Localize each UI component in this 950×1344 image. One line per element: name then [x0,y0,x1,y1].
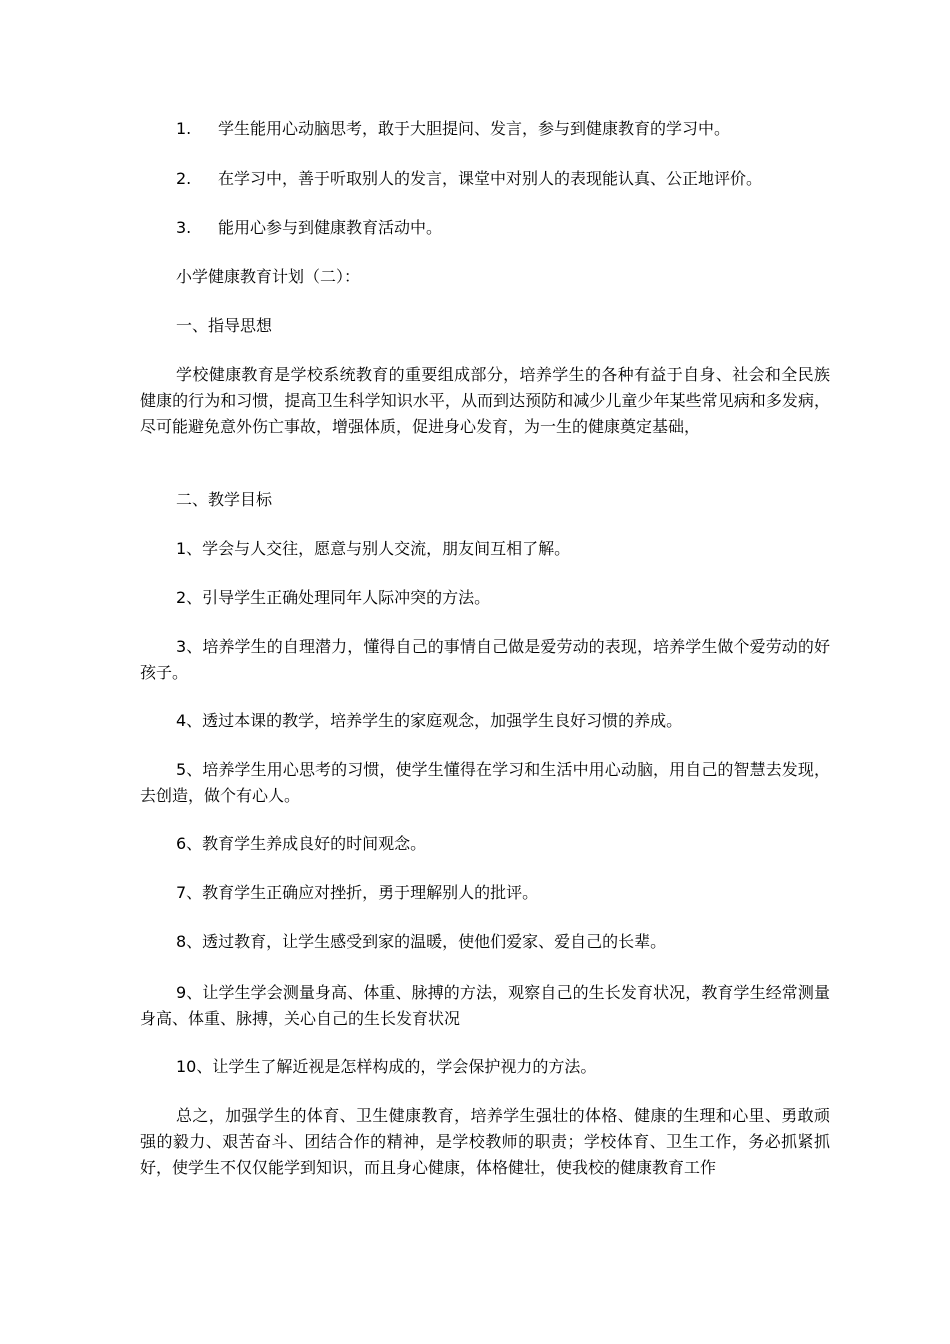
plan-title: 小学健康教育计划（二）： [176,267,361,286]
goal-item-8: 8、透过教育，让学生感受到家的温暖，使他们爱家、爱自己的长辈。 [176,932,667,951]
item-number: 1. [176,119,192,138]
goal-item-6: 6、教育学生养成良好的时间观念。 [176,834,427,853]
goal-item-10: 10、让学生了解近视是怎样构成的，学会保护视力的方法。 [176,1057,597,1076]
section-body-guiding-thought: 学校健康教育是学校系统教育的重要组成部分，培养学生的各种有益于自身、社会和全民族健康的行为和习惯，提高卫生科学知识水平，从而到达预防和减少儿童少年某些常见病和多发病，尽可能避免意外伤亡事故，增强体质，促进身心发育，为一生的健康奠定基础， [140,365,830,436]
numbered-item-3 [176,215,442,241]
goal-item-7: 7、教育学生正确应对挫折，勇于理解别人的批评。 [176,883,539,902]
goal-item-4: 4、透过本课的教学，培养学生的家庭观念，加强学生良好习惯的养成。 [176,711,683,730]
section-heading-guiding-thought: 一、指导思想 [176,316,273,335]
item-text: 能用心参与到健康教育活动中。 [218,218,443,237]
goal-item-1: 1、学会与人交往，愿意与别人交流，朋友间互相了解。 [176,539,571,558]
item-number: 3. [176,218,192,237]
item-text: 学生能用心动脑思考，敢于大胆提问、发言，参与到健康教育的学习中。 [218,119,731,138]
item-number: 2. [176,169,192,188]
numbered-item-1 [176,116,730,142]
goal-item-2: 2、引导学生正确处理同年人际冲突的方法。 [176,588,491,607]
goal-item-5: 5、培养学生用心思考的习惯，使学生懂得在学习和生活中用心动脑，用自己的智慧去发现，去创造，做个有心人。 [140,760,830,805]
conclusion-paragraph: 总之，加强学生的体育、卫生健康教育，培养学生强壮的体格、健康的生理和心里、勇敢顽强的毅力、艰苦奋斗、团结合作的精神，是学校教师的职责；学校体育、卫生工作，务必抓紧抓好，使学生不仅仅能学到知识，而且身心健康，体格健壮，使我校的健康教育工作 [140,1106,830,1177]
goal-item-3: 3、培养学生的自理潜力，懂得自己的事情自己做是爱劳动的表现，培养学生做个爱劳动的好孩子。 [140,637,830,682]
goal-item-9: 9、让学生学会测量身高、体重、脉搏的方法，观察自己的生长发育状况，教育学生经常测量身高、体重、脉搏，关心自己的生长发育状况 [140,983,830,1028]
section-heading-teaching-goals: 二、教学目标 [176,490,273,509]
item-text: 在学习中，善于听取别人的发言，课堂中对别人的表现能认真、公正地评价。 [218,169,763,188]
numbered-item-2 [176,166,762,192]
